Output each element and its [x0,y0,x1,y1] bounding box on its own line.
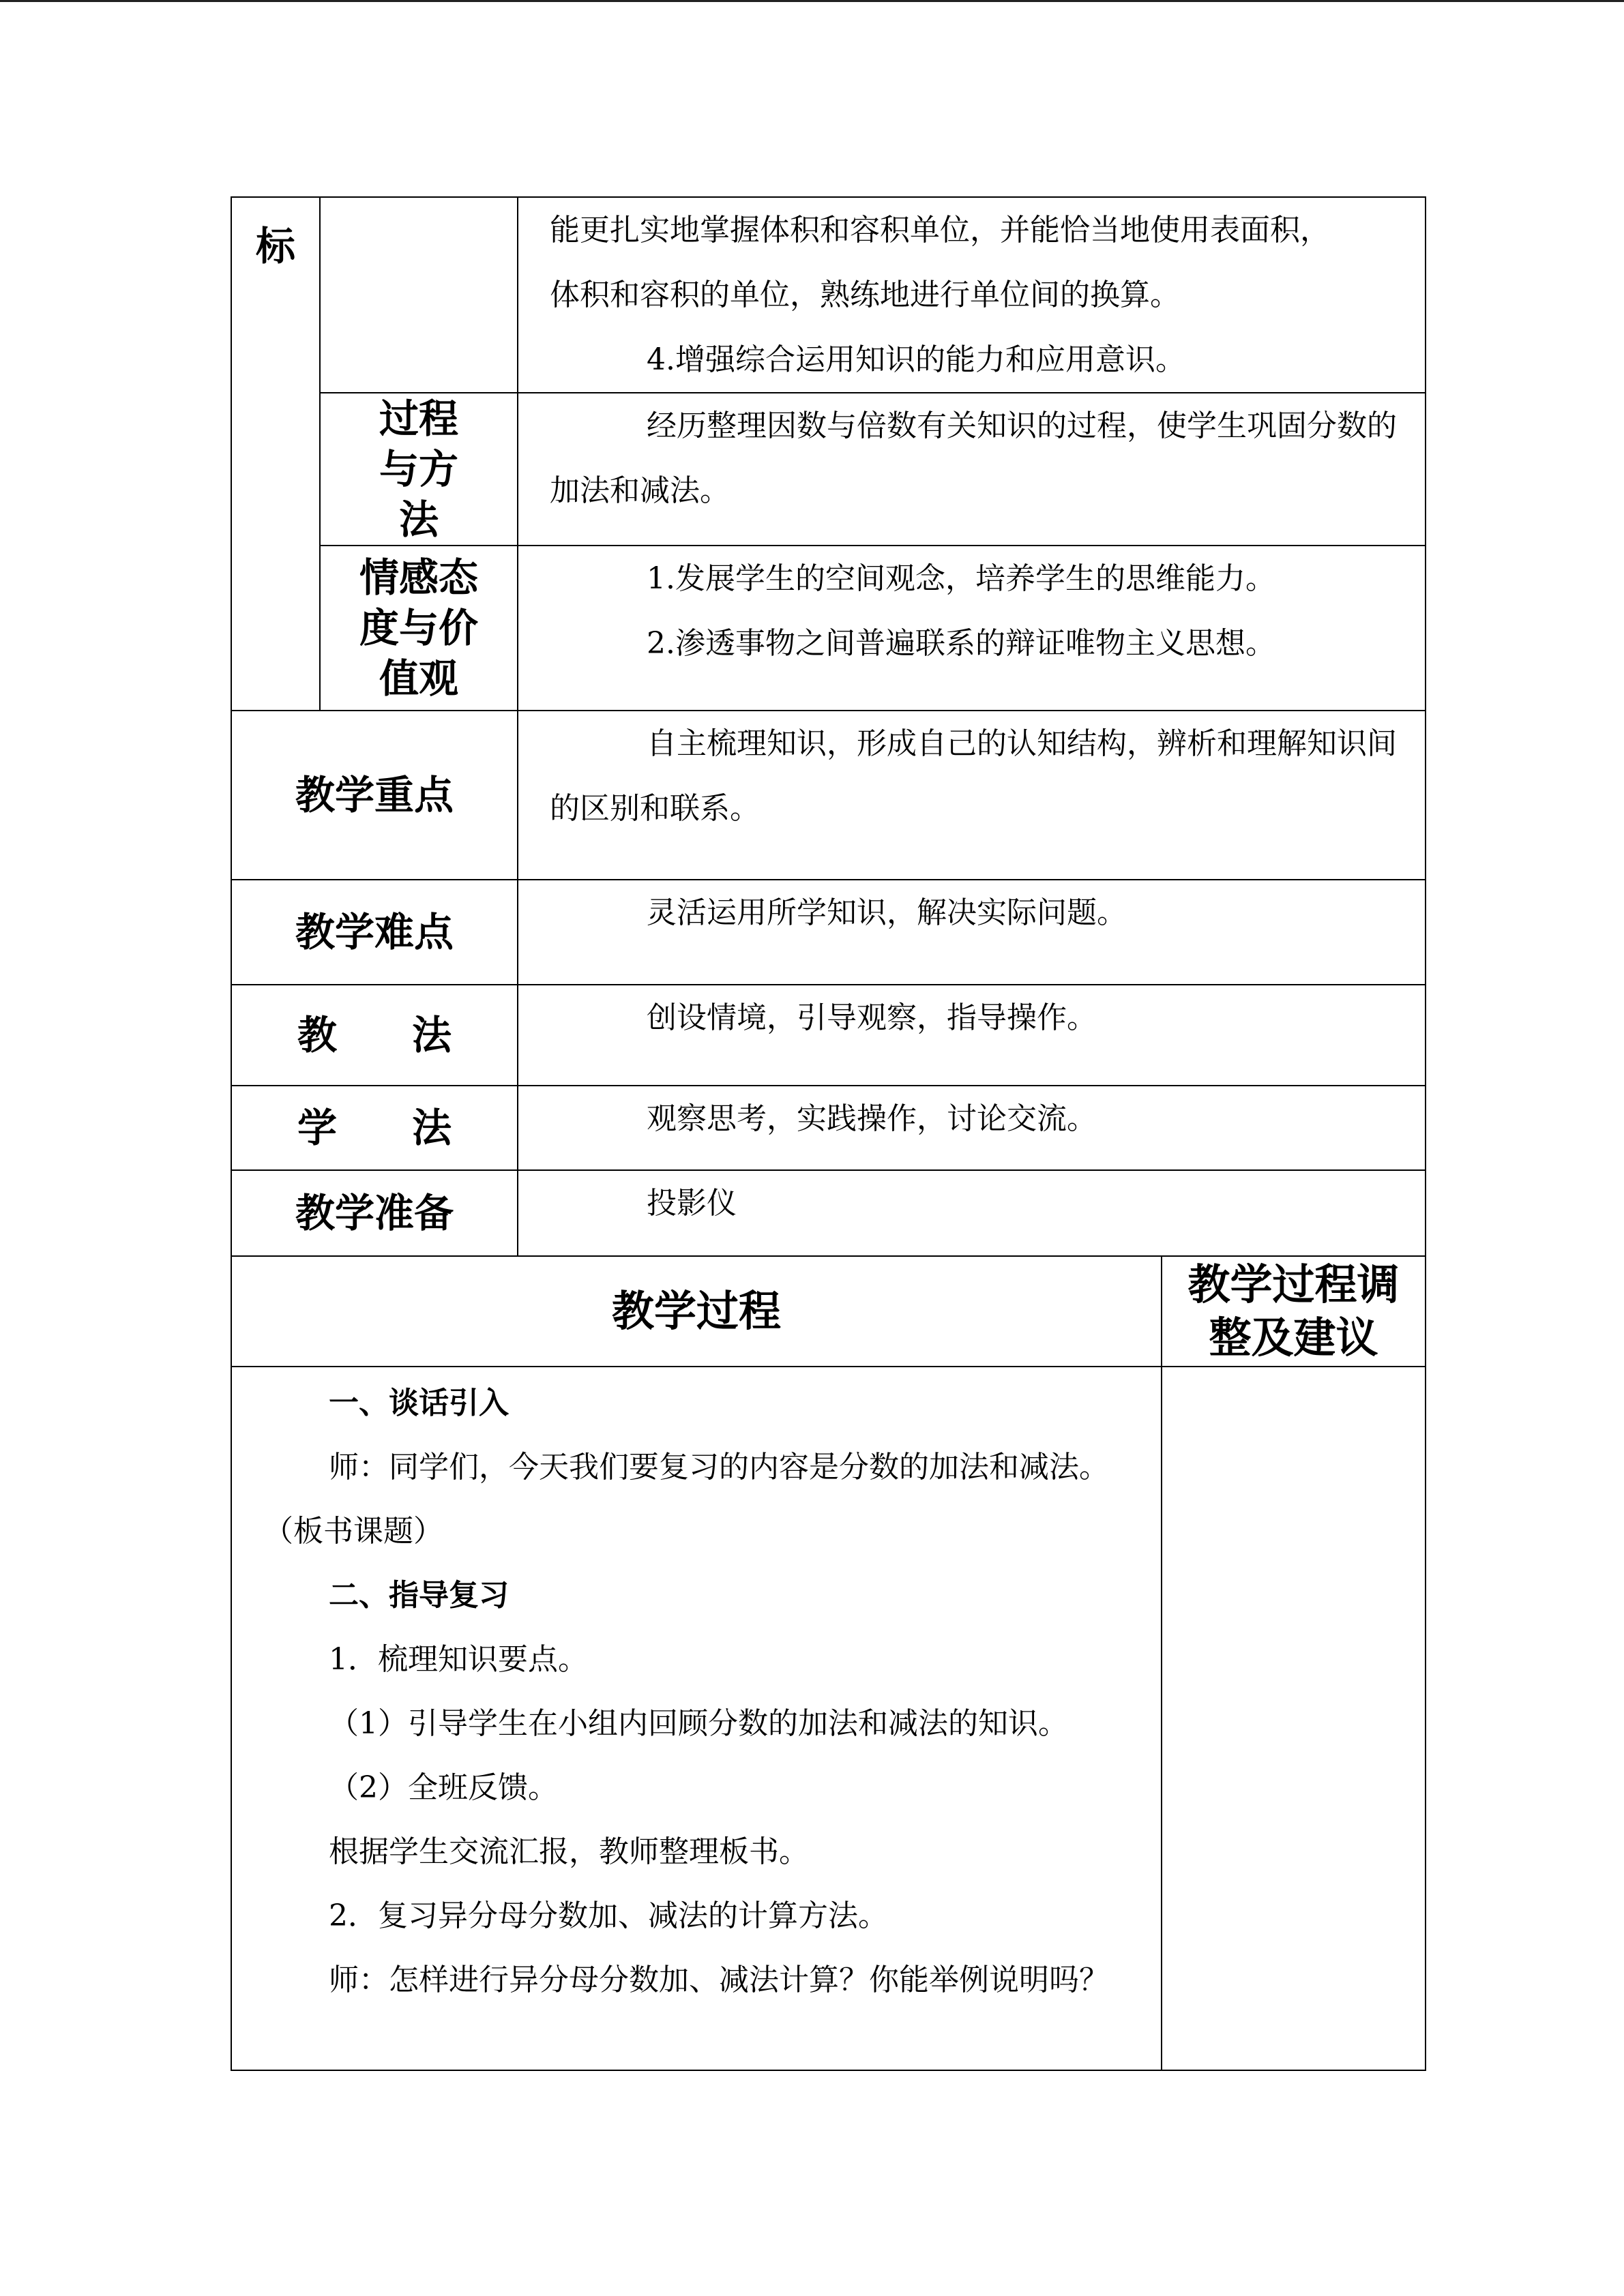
process-body-row [231,1367,1426,2070]
learning-method-content: 观察思考，实践操作，讨论交流。 [518,1086,1426,1170]
process-method-content: 经历整理因数与倍数有关知识的过程，使学生巩固分数的加法和减法。 [518,393,1426,546]
key-point-label: 教学重点 [231,711,518,880]
section-intro-text: 师：同学们，今天我们要复习的内容是分数的加法和减法。（板书课题） [263,1450,1109,1549]
emotion-values-label: 情感态度与价值观 [359,554,478,702]
objectives-label-cell [231,197,320,711]
difficulty-content: 灵活运用所学知识，解决实际问题。 [518,880,1426,985]
adjust-header-title: 教学过程调整及建议 [1187,1259,1400,1362]
preparation-content: 投影仪 [518,1170,1426,1256]
lesson-plan-table [231,196,1426,2071]
process-body-cell [231,1367,1162,2070]
process-header-title: 教学过程 [231,1256,1162,1367]
teaching-method-row [231,985,1426,1086]
process-method-label-cell [320,393,518,546]
review-step-1a: （1）引导学生在小组内回顾分数的加法和减法的知识。 [329,1706,1068,1741]
preparation-row [231,1170,1426,1256]
section-review-title: 二、指导复习 [329,1578,509,1613]
emotion-values-content-cell [518,546,1426,711]
difficulty-label: 教学难点 [231,880,518,985]
emotion-values-label-cell [320,546,518,711]
learning-method-label-cell [231,1086,527,1170]
knowledge-label-cell [320,197,518,393]
knowledge-content-cell [518,197,1426,393]
key-point-content: 自主梳理知识，形成自己的认知结构，辨析和理解知识间的区别和联系。 [518,711,1426,880]
process-method-label: 过程与方法 [379,396,458,543]
knowledge-line: 体积和容积的单位，熟练地进行单位间的换算。 [550,278,1180,312]
teaching-method-label-cell [231,985,527,1086]
review-step-1c: 根据学生交流汇报，教师整理板书。 [329,1834,809,1869]
section-intro-title: 一、谈话引入 [329,1386,509,1420]
emotion-item: 2.渗透事物之间普遍联系的辩证唯物主义思想。 [647,626,1275,661]
adjust-body-cell [1162,1367,1426,2070]
learning-method-label: 学法 [297,1105,527,1151]
knowledge-line: 能更扎实地掌握体积和容积单位，并能恰当地使用表面积， [550,213,1330,248]
adjust-header-cell [1162,1256,1426,1367]
preparation-label: 教学准备 [231,1170,518,1256]
review-step-2-question: 师：怎样进行异分母分数加、减法计算？你能举例说明吗？ [329,1963,1109,1997]
objectives-label: 标 [255,223,295,269]
review-step-1b: （2）全班反馈。 [329,1770,558,1805]
teaching-method-content: 创设情境，引导观察，指导操作。 [518,985,1426,1086]
review-step-1: 1．梳理知识要点。 [329,1642,588,1677]
process-method-row [231,393,1426,546]
teaching-method-label: 教法 [297,1012,527,1058]
review-step-2: 2．复习异分母分数加、减法的计算方法。 [329,1898,888,1933]
page-top-rule [0,0,1624,2]
knowledge-line: 4.增强综合运用知识的能力和应用意识。 [647,342,1185,377]
key-point-row [231,711,1426,880]
objectives-knowledge-row [231,197,1426,393]
difficulty-row [231,880,1426,985]
process-header-row [231,1256,1426,1367]
emotion-item: 1.发展学生的空间观念，培养学生的思维能力。 [647,561,1275,596]
learning-method-row [231,1086,1426,1170]
emotion-values-row [231,546,1426,711]
